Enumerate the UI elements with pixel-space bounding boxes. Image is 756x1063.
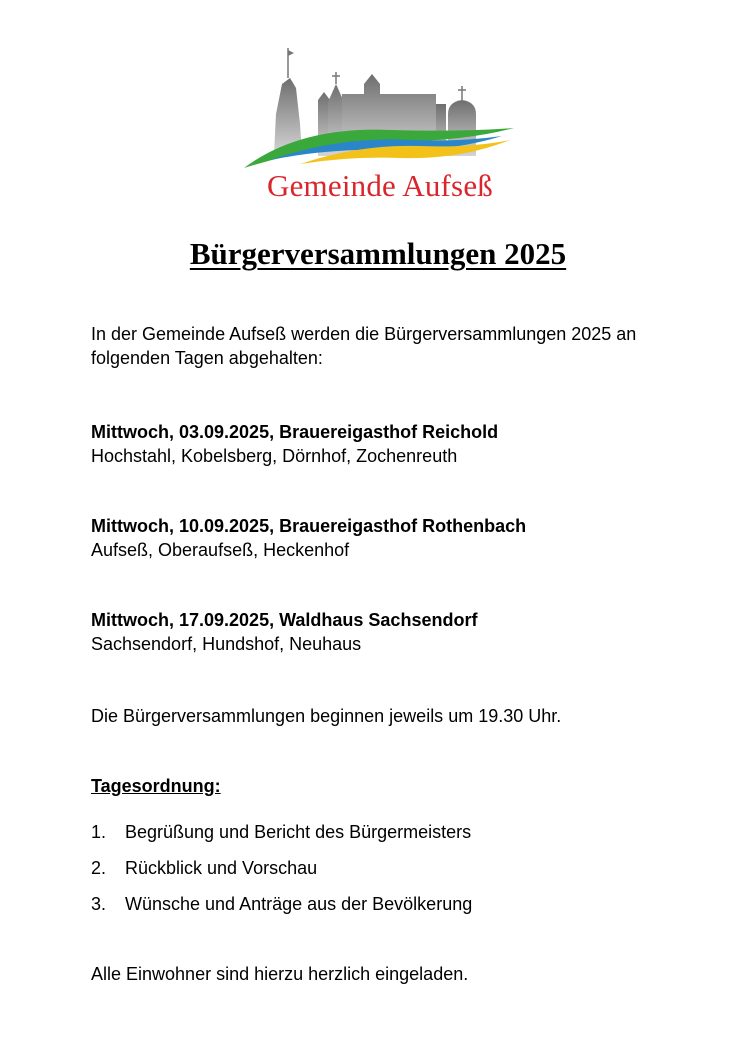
logo-wordmark: Gemeinde Aufseß	[267, 168, 493, 203]
start-time-note: Die Bürgerversammlungen beginnen jeweils um 19.30 Uhr.	[91, 706, 562, 726]
agenda-item-text: Rückblick und Vorschau	[125, 858, 318, 878]
meeting-heading: Mittwoch, 17.09.2025, Waldhaus Sachsendorf	[91, 610, 478, 630]
agenda-title: Tagesordnung:	[91, 776, 221, 796]
agenda-item	[91, 820, 472, 856]
intro-paragraph: In der Gemeinde Aufseß werden die Bürgerversammlungen 2025 an folgenden Tagen abgehalten:	[91, 324, 637, 368]
meeting-heading: Mittwoch, 10.09.2025, Brauereigasthof Rothenbach	[91, 516, 527, 536]
meeting-places: Sachsendorf, Hundshof, Neuhaus	[91, 634, 362, 654]
page-title: Bürgerversammlungen 2025	[189, 236, 567, 271]
agenda-item-number: 3.	[91, 894, 107, 914]
meeting-places: Aufseß, Oberaufseß, Heckenhof	[91, 540, 350, 560]
meeting-heading: Mittwoch, 03.09.2025, Brauereigasthof Reichold	[91, 422, 499, 442]
agenda-list	[91, 820, 472, 928]
meeting-entry	[91, 514, 526, 562]
agenda-item-text: Begrüßung und Bericht des Bürgermeisters	[125, 822, 472, 842]
meeting-entry	[91, 608, 477, 656]
meeting-places: Hochstahl, Kobelsberg, Dörnhof, Zochenreuth	[91, 446, 458, 466]
agenda-item-number: 2.	[91, 858, 107, 878]
closing-paragraph: Alle Einwohner sind hierzu herzlich eingeladen.	[91, 964, 469, 984]
agenda-item	[91, 892, 472, 928]
agenda-item-text: Wünsche und Anträge aus der Bevölkerung	[125, 894, 473, 914]
meeting-entry	[91, 420, 498, 468]
agenda-item	[91, 856, 472, 892]
agenda-item-number: 1.	[91, 822, 107, 842]
